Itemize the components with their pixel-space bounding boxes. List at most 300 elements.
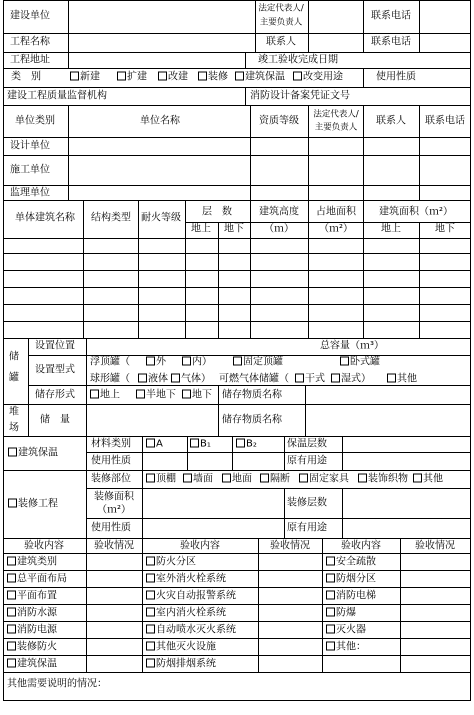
acceptance-content-header-3 [341,541,381,552]
tank-side-label-2-text: 罐 [9,372,19,384]
tank-material-label-text: 储存物质名称 [222,389,282,401]
checkbox[interactable] [326,624,335,633]
tank-type-label [35,365,75,376]
acceptance-item [146,658,216,669]
grid-line [3,470,471,471]
main-responsible-label-text: 主要负责人 [259,17,303,28]
design-unit-label-text: 设计单位 [10,140,50,152]
acceptance-content-header-1-text: 验收内容 [24,540,64,552]
checkbox[interactable] [198,72,207,81]
grid-line [3,68,471,69]
grid-line [3,287,471,288]
option-wall [183,474,213,485]
checkbox[interactable] [7,590,16,599]
checkbox[interactable] [146,573,155,582]
construction-unit-row-label [10,165,50,176]
land-area-unit-text: （ｍ²） [318,223,354,235]
grid-line [363,68,364,88]
decoration-area-unit [97,505,131,516]
project-name-label-text: 工程名称 [10,36,50,48]
checkbox[interactable] [7,658,16,667]
grid-line [3,52,471,53]
option-liquid [138,374,168,385]
grid-line [68,105,69,201]
acceptance-item [7,607,57,618]
option-new [70,72,100,83]
spherical-tank [90,374,130,385]
option-liquid-text: 液体 [148,373,168,385]
legal-rep-header [313,111,358,120]
checkbox[interactable] [90,390,99,399]
acceptance-item [326,573,376,584]
acceptance-item [146,641,216,652]
insulation-original-use-label-text: 原有用途 [287,455,327,467]
acceptance-item-text: 室外消火栓系统 [156,573,226,584]
option-textile-text: 装饰织物 [368,473,408,485]
option-ceiling-text: 顶棚 [156,473,176,485]
option-new-text: 新建 [80,71,100,83]
land-area-header-text: 占地面积 [316,206,356,218]
completion-date-label [258,55,338,66]
building-name-header [15,213,75,224]
option-decoration [198,72,228,83]
acceptance-item [326,641,366,652]
option-above-ground-text: 地上 [100,389,120,401]
checkbox[interactable] [171,374,180,383]
checkbox[interactable] [236,439,245,448]
height-header-text: 建筑高度 [259,206,299,218]
option-dry-text: 干式 [305,373,325,385]
fire-record-no-label-text: 消防设计备案凭证文号 [250,90,350,102]
grid-line [308,200,309,339]
qualification-header [259,116,299,127]
option-outer-text: 外 [156,356,166,368]
checkbox[interactable] [117,72,126,81]
grid-line [86,488,471,489]
acceptance-item-text: 消防电梯 [336,590,376,601]
grid-line [3,200,471,201]
acceptance-item [7,590,57,601]
acceptance-content-header-3-text: 验收内容 [341,540,381,552]
acceptance-item-text: 装修防火 [17,641,57,652]
insulation-use-nature-label-text: 使用性质 [91,455,131,467]
building-area-header [379,207,453,218]
area-below-header [435,224,455,235]
floors-header [202,207,232,218]
quality-agency-label-text: 建设工程质量监督机构 [7,90,107,102]
grid-line [284,436,285,471]
use-nature-label [376,72,416,83]
decoration-original-use-label [287,523,327,534]
grid-line [138,200,139,339]
grid-line [3,185,471,186]
grid-line [363,200,364,339]
storage-form-label [35,390,75,401]
acceptance-item [146,607,226,618]
grid-line [3,155,471,156]
decoration-part-label-text: 装修部位 [91,473,131,485]
grid-line [3,304,471,305]
option-other-decoration-text: 其他 [423,473,443,485]
tank-side-label-2 [9,373,19,384]
grid-line [3,338,471,339]
checkbox[interactable] [146,590,155,599]
checkbox[interactable] [146,607,155,616]
acceptance-item [7,658,57,669]
checkbox[interactable] [235,72,244,81]
acceptance-status-header-3-text: 验收情况 [415,540,455,552]
option-change-use-text: 改变用途 [303,71,343,83]
checkbox[interactable] [299,474,308,483]
decoration-section-label [8,499,58,510]
checkbox[interactable] [146,641,155,650]
acceptance-item [7,641,57,652]
decoration-area-label-text: 装修面积 [94,491,134,503]
checkbox[interactable] [182,357,191,366]
floating-roof-tank-text: 浮顶罐（ [90,356,130,368]
material-type-label-text: 材料类别 [91,438,131,450]
option-wet-text: 湿式） [341,373,371,385]
option-a [146,439,163,450]
acceptance-item-text: 消防水源 [17,607,57,618]
checkbox[interactable] [326,641,335,650]
option-expand [117,72,147,83]
grid-line [419,105,420,201]
acceptance-item-text: 总平面布局 [17,573,67,584]
acceptance-item [326,624,366,635]
supervision-unit-label-text: 监理单位 [10,187,50,199]
option-expand-text: 扩建 [127,71,147,83]
grid-line [86,452,471,453]
yard-material-label [222,415,282,426]
acceptance-item [7,556,57,567]
grid-line [218,385,219,437]
grid-line [400,538,401,673]
grid-line [3,253,471,254]
project-address-label [10,55,50,66]
yard-side-label-2-text: 场 [9,422,19,434]
grid-line [3,270,471,271]
building-area-header-text: 建筑面积（ｍ²） [378,206,454,218]
checkbox[interactable] [413,474,422,483]
decoration-use-nature-label [91,523,131,534]
grid-line [28,338,29,437]
area-above-header [381,224,401,235]
grid-line [218,222,219,339]
option-inner [182,357,212,368]
checkbox[interactable] [326,607,335,616]
tank-side-label-1 [9,352,19,363]
acceptance-content-header-2 [180,541,220,552]
floors-above-header-text: 地上 [191,223,211,235]
material-type-label [91,439,131,450]
acceptance-content-header-2-text: 验收内容 [180,540,220,552]
option-gas [171,374,211,385]
acceptance-status-header-1 [94,541,134,552]
acceptance-item-text: 防爆 [336,607,356,618]
option-dry [295,374,325,385]
grid-line [86,518,471,519]
grid-line [86,338,87,437]
yard-side-label-1 [9,407,19,418]
yard-side-label-2 [9,423,19,434]
checkbox[interactable] [8,448,17,457]
design-unit-label [10,141,50,152]
qualification-header-text: 资质等级 [259,115,299,127]
acceptance-item-text: 建筑类别 [17,556,57,567]
acceptance-item-text: 建筑保温 [17,658,57,669]
contact-header-text: 联系人 [376,115,406,127]
checkbox[interactable] [331,374,340,383]
category-label [11,72,41,83]
decoration-layers-label-text: 装修层数 [287,497,327,509]
checkbox[interactable] [7,607,16,616]
option-floor [222,474,252,485]
acceptance-item-text: 其他： [336,641,366,652]
grid-line [3,87,471,88]
land-area-header [316,207,356,218]
tank-location-label-text: 设置位置 [35,340,75,352]
floors-below-header-text: 地下 [224,223,244,235]
grid-line [308,105,309,201]
yard-volume-label-text: 储 量 [40,414,70,426]
checkbox[interactable] [326,573,335,582]
acceptance-item [326,590,376,601]
acceptance-item-text: 室内消火栓系统 [156,607,226,618]
insulation-layers-label [287,439,327,450]
legal-rep-header-text: 法定代表人/ [313,109,359,120]
flammable-gas-tank [219,374,289,385]
checkbox[interactable] [146,474,155,483]
floors-above-header [191,224,211,235]
frame-top [3,0,471,1]
option-inner-text: 内） [192,356,212,368]
checkbox[interactable] [136,390,145,399]
contact-header [376,116,406,127]
grid-line [342,488,343,539]
option-decoration-text: 装修 [208,71,228,83]
grid-line [284,488,285,539]
checkbox[interactable] [146,357,155,366]
option-fixed-roof [233,357,283,368]
quality-agency-label [7,91,107,102]
acceptance-content-header-1 [24,541,64,552]
option-change-use [293,72,343,83]
checkbox[interactable] [7,624,16,633]
checkbox[interactable] [358,474,367,483]
fire-grade-header-text: 耐火等级 [141,212,181,224]
option-b2 [236,439,257,450]
contact-label-text: 联系人 [266,36,296,48]
phone-label [371,11,411,22]
acceptance-item [146,624,236,635]
insulation-original-use-label [287,456,327,467]
other-notes-label-text: 其他需要说明的情况： [7,678,107,690]
grid-line [68,0,69,69]
acceptance-item-text: 防烟排烟系统 [156,658,216,669]
acceptance-item [146,573,226,584]
checkbox[interactable] [146,658,155,667]
phone-label-text: 联系电话 [371,10,411,22]
fire-grade-header [141,213,181,224]
checkbox[interactable] [293,72,302,81]
grid-line [83,200,84,339]
main-responsible-header [315,124,358,133]
checkbox[interactable] [190,439,199,448]
grid-line [185,200,186,339]
area-below-header-text: 地下 [435,223,455,235]
grid-line [363,0,364,53]
checkbox[interactable] [70,72,79,81]
option-b2-text: B₂ [246,438,257,450]
checkbox[interactable] [222,474,231,483]
grid-line [142,436,143,471]
option-fixed-roof-text: 固定顶罐 [243,356,283,368]
other-notes-label [7,679,107,690]
option-wet [331,374,371,385]
decoration-section-label-text: 装修工程 [18,498,58,510]
use-nature-label-text: 使用性质 [376,71,416,83]
option-semi-underground [136,390,176,401]
construction-unit-label [10,11,50,22]
grid-line [305,385,306,437]
grid-line [3,436,471,437]
area-above-header-text: 地上 [381,223,401,235]
option-a-text: A [156,438,163,450]
height-unit-text: （ｍ） [264,223,294,235]
yard-side-label-1-text: 堆 [9,406,19,418]
category-label-text: 类 别 [11,71,41,83]
checkbox[interactable] [8,499,17,508]
grid-line [419,222,420,339]
floors-below-header [224,224,244,235]
option-outer [146,357,166,368]
checkbox[interactable] [146,556,155,565]
option-ceiling [146,474,176,485]
acceptance-item [7,573,67,584]
tank-material-label [222,390,282,401]
checkbox[interactable] [387,374,396,383]
checkbox[interactable] [183,474,192,483]
decoration-layers-label [287,498,327,509]
grid-line [3,105,471,106]
decoration-original-use-label-text: 原有用途 [287,522,327,534]
checkbox[interactable] [260,474,269,483]
fire-record-no-label [250,91,350,102]
option-textile [358,474,408,485]
option-semi-underground-text: 半地下 [146,389,176,401]
phone-header [425,116,465,127]
checkbox[interactable] [146,439,155,448]
grid-line [3,33,471,34]
decoration-use-nature-label-text: 使用性质 [91,522,131,534]
grid-line [28,385,471,386]
insulation-section-label-text: 建筑保温 [18,447,58,459]
option-fixed-furniture [299,474,349,485]
completion-date-label-text: 竣工验收完成日期 [258,54,338,66]
tank-side-label-1-text: 储 [9,351,19,363]
option-horizontal [340,357,380,368]
checkbox[interactable] [138,374,147,383]
project-address-label-text: 工程地址 [10,54,50,66]
grid-line [245,87,246,106]
floors-header-text: 层 数 [202,206,232,218]
spherical-tank-text: 球形罐（ [90,373,130,385]
grid-line [342,436,343,471]
construction-unit-label-text: 建设单位 [10,10,50,22]
option-underground-text: 地下 [192,389,212,401]
checkbox[interactable] [295,374,304,383]
acceptance-item [326,556,376,567]
building-name-header-text: 单体建筑名称 [15,212,75,224]
checkbox[interactable] [182,390,191,399]
phone-header-text: 联系电话 [425,115,465,127]
main-responsible-label [260,19,303,28]
construction-unit-row-label-text: 施工单位 [10,164,50,176]
acceptance-item [7,624,57,635]
checkbox[interactable] [340,357,349,366]
unit-type-header [15,116,55,127]
option-b1-text: B₁ [200,438,211,450]
legal-rep-label [258,5,303,14]
grid-line [3,238,471,239]
checkbox[interactable] [158,72,167,81]
acceptance-status-header-1-text: 验收情况 [94,540,134,552]
option-insulation [235,72,285,83]
yard-material-label-text: 储存物质名称 [222,414,282,426]
acceptance-status-header-3 [415,541,455,552]
option-fixed-furniture-text: 固定家具 [309,473,349,485]
grid-line [3,321,471,322]
contact-label [266,37,296,48]
phone-label-2-text: 联系电话 [371,36,411,48]
acceptance-item-text: 火灾自动报警系统 [156,590,236,601]
tank-type-label-text: 设置型式 [35,364,75,376]
unit-name-header [140,116,180,127]
option-underground [182,390,212,401]
legal-rep-label-text: 法定代表人/ [258,3,304,14]
grid-line [258,538,259,673]
insulation-section-label [8,448,58,459]
checkbox[interactable] [7,573,16,582]
height-header [259,207,299,218]
checkbox[interactable] [326,556,335,565]
option-other [387,374,417,385]
grid-line [3,137,471,138]
grid-line [308,0,309,53]
checkbox[interactable] [326,590,335,599]
grid-line [419,0,420,53]
phone-label-2 [371,37,411,48]
height-unit [264,224,294,235]
checkbox[interactable] [7,641,16,650]
grid-line [232,436,233,471]
acceptance-item-text: 消防电源 [17,624,57,635]
checkbox[interactable] [7,556,16,565]
unit-name-header-text: 单位名称 [140,115,180,127]
checkbox[interactable] [146,624,155,633]
decoration-area-unit-text: （ｍ²） [96,504,132,516]
option-horizontal-text: 卧式罐 [350,356,380,368]
acceptance-item [146,556,196,567]
supervision-unit-label [10,188,50,199]
checkbox[interactable] [233,357,242,366]
frame-bottom [3,700,471,701]
acceptance-item-text: 防烟分区 [336,573,376,584]
insulation-use-nature-label [91,456,131,467]
acceptance-item-text: 其他灭火设施 [156,641,216,652]
decoration-area-label [94,492,134,503]
